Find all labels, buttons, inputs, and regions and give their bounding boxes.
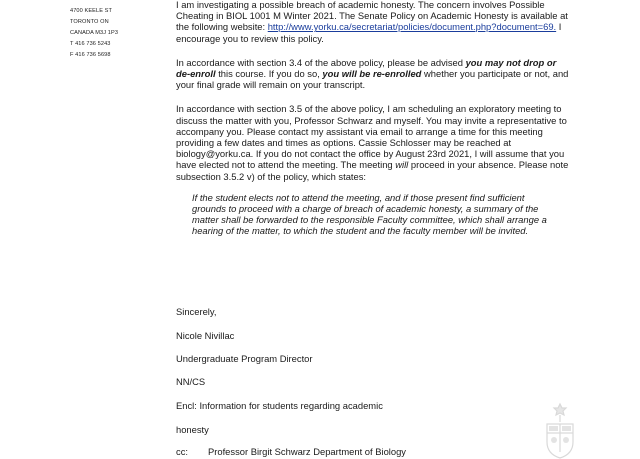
policy-quote: If the student elects not to attend the meeting, and if those present find sufficient grounds to proceed with a charge of breach of academic honesty, a summary of the matter shall be forwarded to the responsible Faculty committee, which shall arrange a hearing of the matter, to which the student and the faculty member will be invited.: [192, 191, 547, 237]
address-street: 4700 KEELE ST: [70, 8, 113, 14]
paragraph-investigation-tail: I encourage you to review this policy.: [176, 21, 562, 44]
address-fax: F 416 736 5698: [70, 52, 111, 58]
enrollment-text-e: whether you participate or not, and your final grade will remain on your transcript.: [176, 68, 569, 91]
enclosure-continued: honesty: [176, 424, 209, 435]
sincerely: Sincerely,: [176, 306, 217, 317]
letter-body: [176, 0, 570, 237]
university-crest-icon: [539, 402, 581, 459]
cc-line: [176, 446, 406, 457]
cc-recipient: Professor Birgit Schwarz Department of Biology: [207, 446, 406, 457]
paragraph-enrollment: [176, 57, 570, 91]
paragraph-meeting: [176, 103, 570, 181]
university-address-block: [70, 6, 118, 61]
enclosure: Encl: Information for students regarding academic: [176, 400, 383, 411]
initials: NN/CS: [176, 376, 206, 387]
meeting-text-a: In accordance with section 3.5 of the above policy, I am scheduling an exploratory meeting to discuss the matter with you, Professor Schwarz and myself. You may invite a representative to accompany you. Please contact my assistant via email to arrange a time for this meeting providing a few dates and times as options. Cassie Schlosser may be reached at biology@yorku.ca. If you do not contact the office by August 23rd 2021, I will assume that you have elected not to attend the meeting. The meeting: [176, 103, 567, 171]
enrollment-text-c: this course. If you do so,: [215, 68, 323, 80]
enrollment-text-a: In accordance with section 3.4 of the above policy, please be advised: [176, 56, 466, 68]
signer-title: Undergraduate Program Director: [176, 353, 313, 364]
enrollment-emphasis-reenrolled: you will be re-enrolled: [322, 68, 422, 80]
meeting-emphasis-will: will: [395, 159, 409, 171]
meeting-text-b: proceed in your absence. Please note subsection 3.5.2 v) of the policy, which states:: [176, 159, 569, 182]
paragraph-investigation: [176, 0, 570, 44]
paragraph-investigation-text: I am investigating a possible breach of academic honesty. The concern involves Possible Cheating in BIOL 1001 M Winter 2021. The Senate Policy on Academic Honesty is available at the following website:: [176, 0, 568, 33]
cc-label: cc:: [176, 446, 188, 457]
policy-link[interactable]: http://www.yorku.ca/secretariat/policies/document.php?document=69.: [267, 21, 557, 33]
address-country-postal: CANADA M3J 1P3: [70, 30, 119, 36]
enrollment-emphasis-drop: you may not drop or de-enroll: [176, 56, 557, 80]
address-city: TORONTO ON: [70, 19, 109, 25]
signer-name: Nicole Nivillac: [176, 330, 235, 341]
address-phone: T 416 736 5243: [70, 41, 111, 47]
